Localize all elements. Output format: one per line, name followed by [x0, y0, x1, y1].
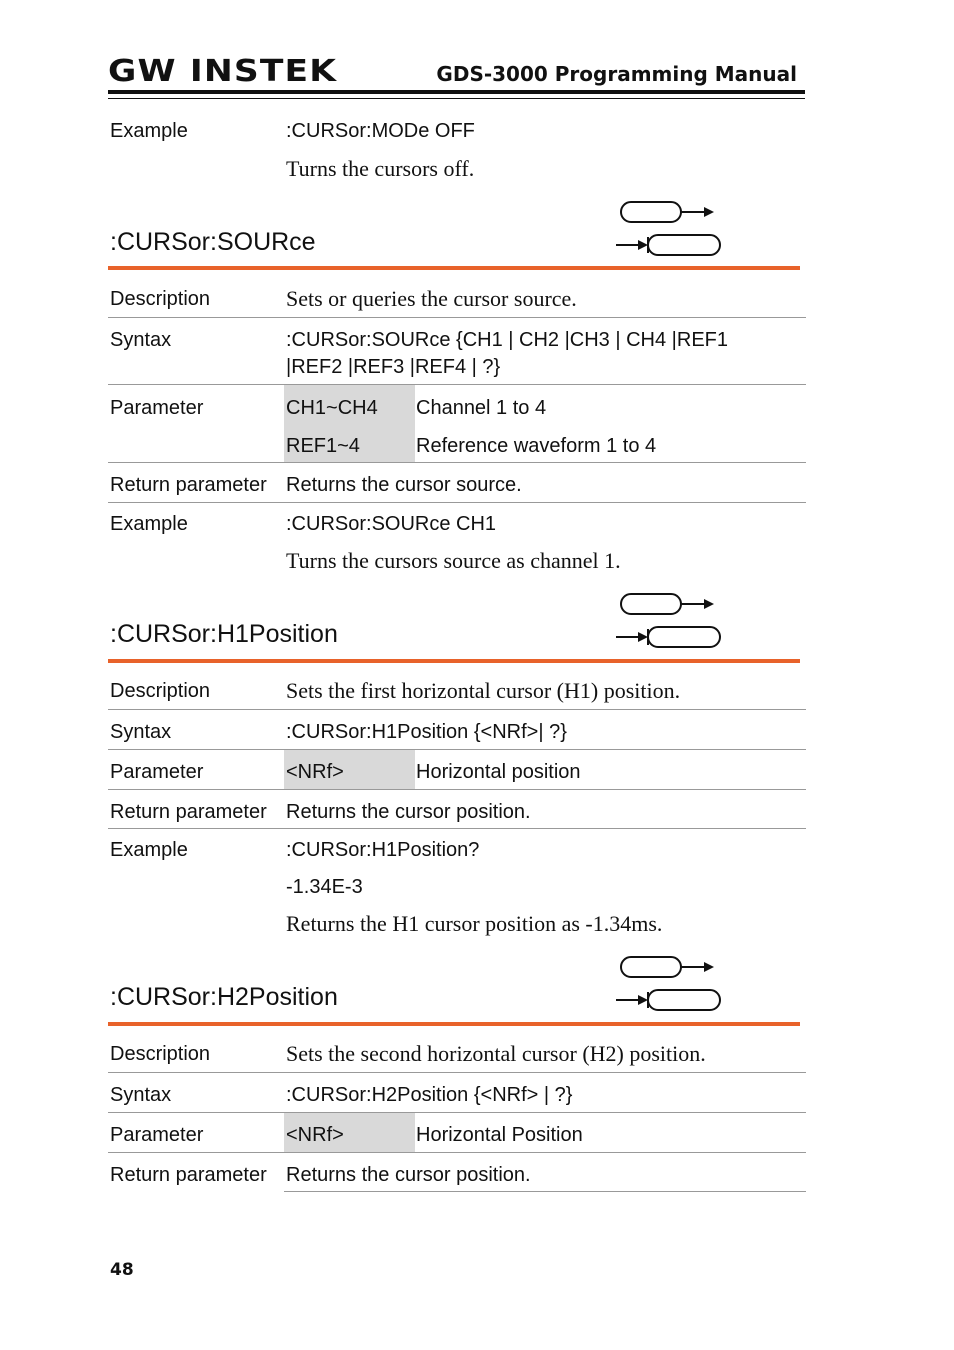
syntax-line-1: :CURSor:SOURce {CH1 | CH2 |CH3 | CH4 |REF1	[286, 329, 728, 351]
row-divider	[108, 502, 806, 503]
example-command: :CURSor:H1Position?	[286, 839, 480, 861]
source-parameter-row	[108, 385, 806, 463]
parameter-name: REF1~4	[286, 435, 360, 457]
source-example-row	[108, 513, 806, 583]
header-rule-thin	[108, 98, 805, 99]
parameter-desc: Horizontal position	[416, 761, 581, 783]
example-command: :CURSor:SOURce CH1	[286, 513, 497, 535]
mode-example-row	[108, 120, 806, 190]
return-text: Returns the cursor source.	[286, 474, 522, 496]
source-syntax-row	[108, 327, 806, 385]
description-label: Description	[110, 1043, 211, 1065]
return-text: Returns the cursor position.	[286, 801, 531, 823]
page-header	[108, 50, 805, 110]
section-title-h2position: :CURSor:H2Position	[110, 983, 338, 1011]
h2-parameter-row	[108, 1113, 806, 1153]
syntax-line-2: |REF2 |REF3 |REF4 | ?}	[286, 356, 501, 378]
syntax-label: Syntax	[110, 1084, 172, 1106]
section-rule	[108, 1022, 800, 1026]
syntax-label: Syntax	[110, 721, 172, 743]
row-divider	[108, 1152, 806, 1153]
set-query-icon	[614, 198, 724, 258]
row-divider	[284, 1191, 806, 1192]
parameter-label: Parameter	[110, 1124, 204, 1146]
h2-syntax-row	[108, 1082, 806, 1113]
syntax-line-1: :CURSor:H2Position {<NRf> | ?}	[286, 1084, 573, 1106]
section-rule	[108, 266, 800, 270]
example-note: Returns the H1 cursor position as -1.34ms.	[286, 911, 663, 936]
row-divider	[108, 789, 806, 790]
return-label: Return parameter	[110, 801, 267, 823]
return-label: Return parameter	[110, 1164, 267, 1186]
h1-syntax-row	[108, 719, 806, 750]
description-text: Sets the first horizontal cursor (H1) position.	[286, 678, 681, 703]
parameter-name: <NRf>	[286, 761, 344, 783]
example-response: -1.34E-3	[286, 876, 363, 898]
h1-parameter-row	[108, 750, 806, 790]
page-number: 48	[110, 1260, 134, 1280]
row-divider	[108, 1072, 806, 1073]
example-label: Example	[110, 120, 188, 142]
description-text: Sets the second horizontal cursor (H2) position.	[286, 1041, 706, 1066]
set-query-icon	[614, 590, 724, 650]
h1-example-row	[108, 839, 806, 944]
parameter-label: Parameter	[110, 761, 204, 783]
example-label: Example	[110, 513, 188, 535]
syntax-line-1: :CURSor:H1Position {<NRf>| ?}	[286, 721, 567, 743]
h1-return-row	[108, 799, 806, 829]
parameter-desc: Horizontal Position	[416, 1124, 583, 1146]
source-description-row	[108, 286, 806, 318]
source-return-row	[108, 472, 806, 503]
section-rule	[108, 659, 800, 663]
manual-title: GDS-3000 Programming Manual	[436, 62, 797, 86]
parameter-desc: Reference waveform 1 to 4	[416, 435, 657, 457]
row-divider	[108, 317, 806, 318]
example-label: Example	[110, 839, 188, 861]
return-text: Returns the cursor position.	[286, 1164, 531, 1186]
example-note: Turns the cursors source as channel 1.	[286, 548, 621, 573]
header-rule-thick	[108, 90, 805, 94]
description-label: Description	[110, 288, 211, 310]
h2-description-row	[108, 1041, 806, 1073]
parameter-desc: Channel 1 to 4	[416, 397, 547, 419]
h2-return-row	[108, 1162, 806, 1192]
parameter-name: CH1~CH4	[286, 397, 378, 419]
parameter-label: Parameter	[110, 397, 204, 419]
row-divider	[108, 462, 806, 463]
description-text: Sets or queries the cursor source.	[286, 286, 577, 311]
set-query-icon	[614, 953, 724, 1013]
example-note: Turns the cursors off.	[286, 156, 475, 181]
syntax-label: Syntax	[110, 329, 172, 351]
gw-instek-logo: GW INSTEK	[108, 54, 338, 89]
h1-description-row	[108, 678, 806, 710]
parameter-name: <NRf>	[286, 1124, 344, 1146]
return-label: Return parameter	[110, 474, 267, 496]
row-divider	[108, 709, 806, 710]
row-divider	[108, 828, 806, 829]
description-label: Description	[110, 680, 211, 702]
section-title-source: :CURSor:SOURce	[110, 228, 316, 256]
section-title-h1position: :CURSor:H1Position	[110, 620, 338, 648]
example-command: :CURSor:MODe OFF	[286, 120, 475, 142]
